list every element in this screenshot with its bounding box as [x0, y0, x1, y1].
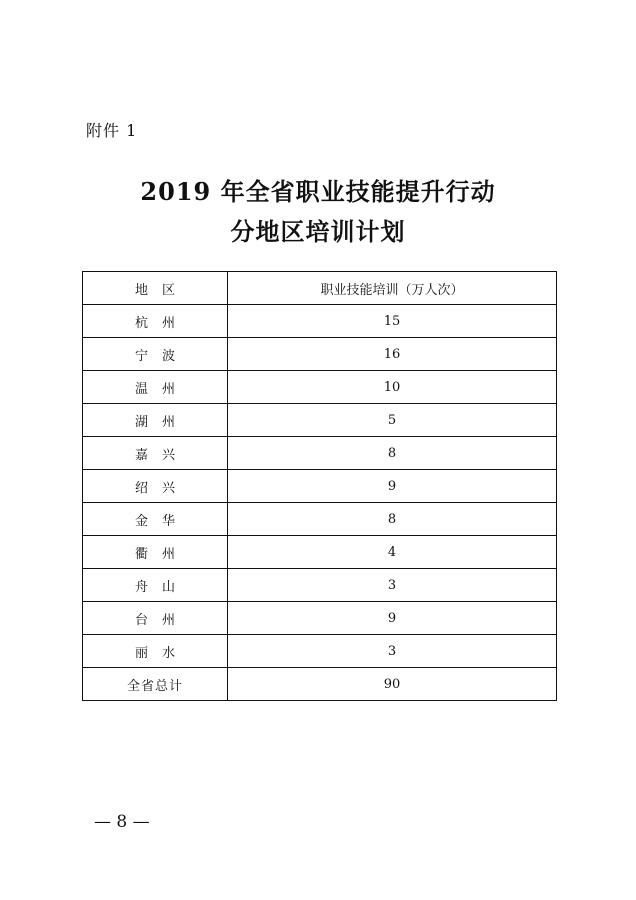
region-cell: 湖州 [83, 404, 228, 437]
region-cell: 宁波 [83, 338, 228, 371]
table-row [83, 569, 557, 602]
region-cell: 金华 [83, 503, 228, 536]
training-value-cell: 5 [228, 404, 557, 437]
region-cell: 舟山 [83, 569, 228, 602]
column-header-region: 地区 [83, 272, 228, 305]
region-cell: 温州 [83, 371, 228, 404]
table-row [83, 470, 557, 503]
total-value-cell: 90 [228, 668, 557, 701]
table-header-row [83, 272, 557, 305]
training-value-cell: 8 [228, 503, 557, 536]
training-value-cell: 15 [228, 305, 557, 338]
document-title-line2: 分地区培训计划 [230, 217, 406, 246]
total-label-cell: 全省总计 [83, 668, 228, 701]
region-cell: 衢州 [83, 536, 228, 569]
table-body [83, 305, 557, 668]
training-value-cell: 16 [228, 338, 557, 371]
table-total-row [83, 668, 557, 701]
table-row [83, 536, 557, 569]
table-row [83, 602, 557, 635]
region-cell: 绍兴 [83, 470, 228, 503]
table-row [83, 503, 557, 536]
training-value-cell: 3 [228, 569, 557, 602]
training-plan-table-container [82, 271, 556, 701]
table-row [83, 635, 557, 668]
training-value-cell: 10 [228, 371, 557, 404]
training-value-cell: 9 [228, 470, 557, 503]
training-plan-table [82, 271, 557, 701]
document-title-line1: 2019 年全省职业技能提升行动 [140, 177, 496, 206]
training-value-cell: 3 [228, 635, 557, 668]
attachment-label: 附件 1 [86, 121, 138, 140]
table-row [83, 404, 557, 437]
table-row [83, 437, 557, 470]
region-cell: 嘉兴 [83, 437, 228, 470]
table-row [83, 338, 557, 371]
region-cell: 台州 [83, 602, 228, 635]
training-value-cell: 9 [228, 602, 557, 635]
page-number: — 8 — [94, 812, 150, 832]
training-value-cell: 4 [228, 536, 557, 569]
table-row [83, 371, 557, 404]
table-row [83, 305, 557, 338]
region-cell: 杭州 [83, 305, 228, 338]
region-cell: 丽水 [83, 635, 228, 668]
training-value-cell: 8 [228, 437, 557, 470]
column-header-training: 职业技能培训（万人次） [228, 272, 557, 305]
